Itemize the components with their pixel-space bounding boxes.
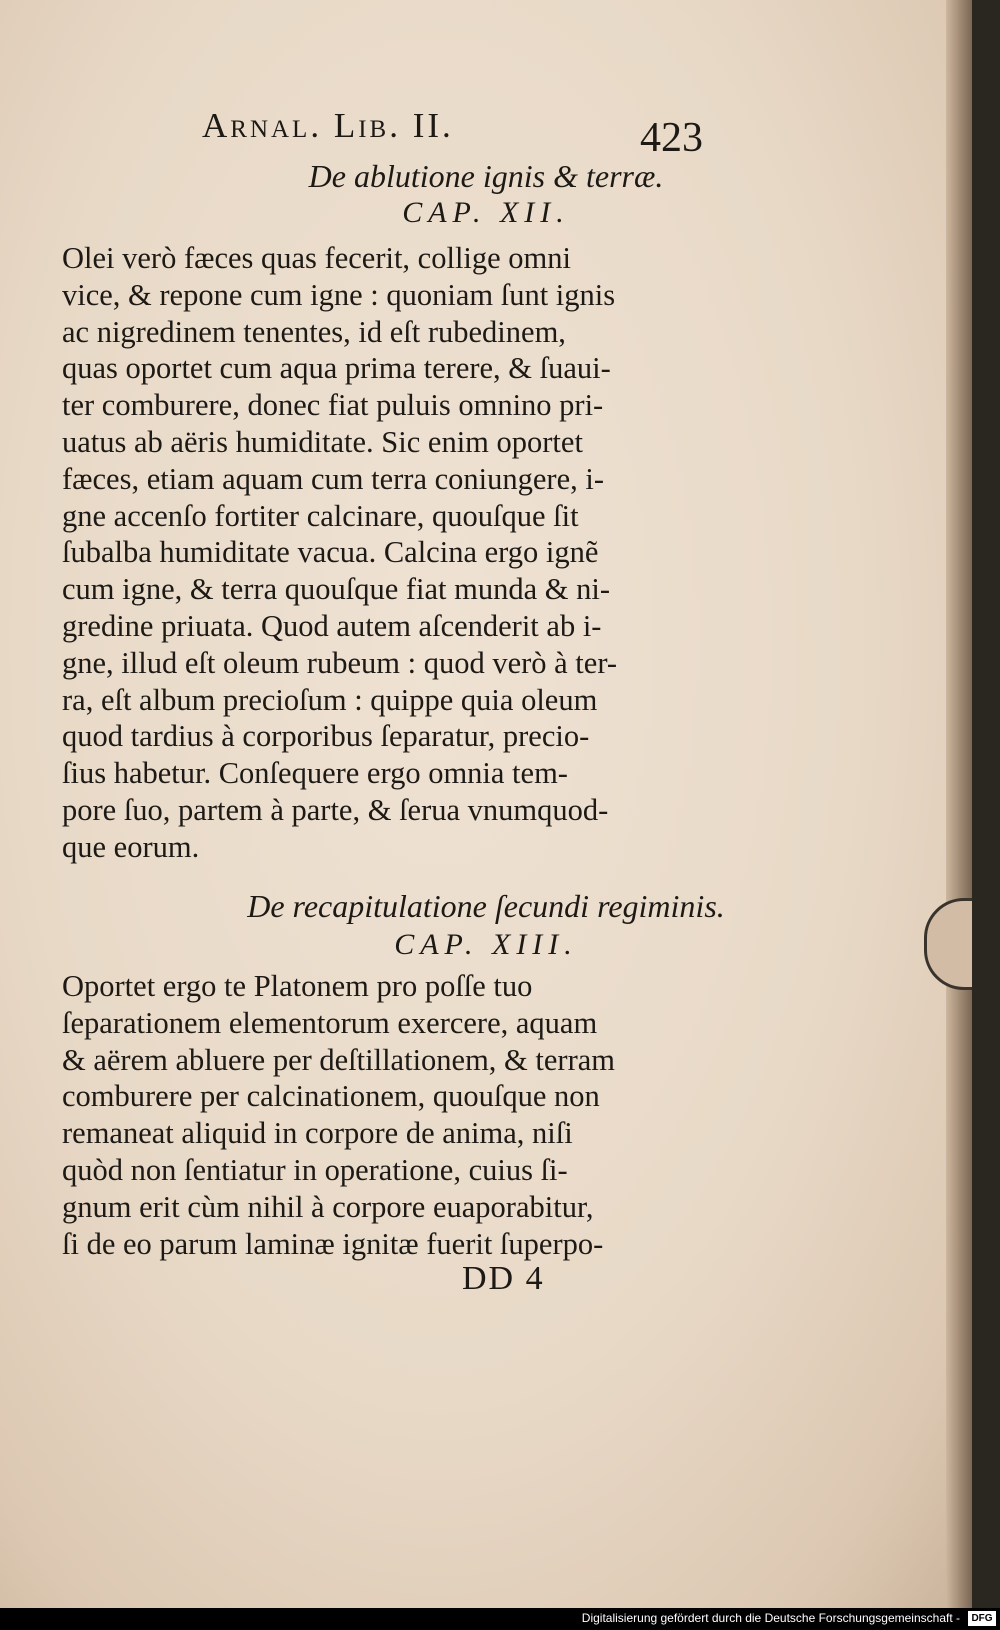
text-line: quòd non ſentiatur in operatione, cuius ſi- — [62, 1152, 568, 1187]
text-line: Oportet ergo te Platonem pro poſſe tuo — [62, 969, 533, 1003]
text-line: que eorum. — [62, 829, 200, 864]
chapter-13-number: CAP. XIII. — [394, 928, 578, 961]
signature-mark: DD 4 — [462, 1260, 545, 1297]
text-line: Olei verò fæces quas fecerit, collige omni — [62, 241, 571, 275]
dfg-logo: DFG — [968, 1611, 996, 1626]
text-line: ſi de eo parum laminæ ignitæ fuerit ſuperpo- — [62, 1226, 604, 1261]
footer-credit: Digitalisierung gefördert durch die Deutsche Forschungsgemeinschaft - — [581, 1611, 960, 1625]
page-edge — [946, 0, 972, 1608]
page-header — [0, 106, 972, 161]
chapter-12-title: De ablutione ignis & terræ. — [308, 158, 664, 194]
chapter-12-body — [62, 240, 702, 866]
text-line: ter comburere, donec fiat puluis omnino pri- — [62, 388, 604, 423]
chapter-12-number: CAP. XII. — [402, 196, 570, 229]
text-line: ſius habetur. Conſequere ergo omnia tem- — [62, 756, 568, 791]
text-line: ſubalba humiditate vacua. Calcina ergo ignẽ — [62, 535, 599, 570]
text-line: remaneat aliquid in corpore de anima, niſi — [62, 1116, 573, 1151]
page-number: 423 — [640, 115, 703, 161]
text-line: quas oportet cum aqua prima terere, & ſuaui- — [62, 351, 611, 386]
chapter-13-body — [62, 968, 702, 1262]
text-line: comburere per calcinationem, quouſque non — [62, 1079, 600, 1114]
text-line: gne accenſo fortiter calcinare, quouſque ſit — [62, 498, 579, 533]
footer-bar — [0, 1608, 1000, 1630]
chapter-13-title: De recapitulatione ſecundi regiminis. — [247, 888, 725, 924]
text-line: gnum erit cùm nihil à corpore euaporabitur, — [62, 1189, 594, 1224]
text-line: pore ſuo, partem à parte, & ſerua vnumquod- — [62, 792, 609, 827]
text-line: ſeparationem elementorum exercere, aquam — [62, 1005, 598, 1040]
text-line: cum igne, & terra quouſque fiat munda & ni- — [62, 572, 611, 607]
text-line: gne, illud eſt oleum rubeum : quod verò à ter- — [62, 645, 618, 680]
text-line: quod tardius à corporibus ſeparatur, precio- — [62, 719, 590, 754]
running-head: Arnal. Lib. II. — [202, 106, 454, 145]
text-line: uatus ab aëris humiditate. Sic enim oportet — [62, 424, 583, 459]
text-line: ra, eſt album precioſum : quippe quia oleum — [62, 682, 598, 717]
text-line: fæces, etiam aquam cum terra coniungere, i- — [62, 461, 604, 496]
text-line: ac nigredinem tenentes, id eſt rubedinem, — [62, 314, 566, 349]
text-line: & aërem abluere per deſtillationem, & terram — [62, 1042, 615, 1077]
text-line: gredine priuata. Quod autem aſcenderit ab i- — [62, 608, 602, 643]
text-line: vice, & repone cum igne : quoniam ſunt ignis — [62, 277, 616, 312]
